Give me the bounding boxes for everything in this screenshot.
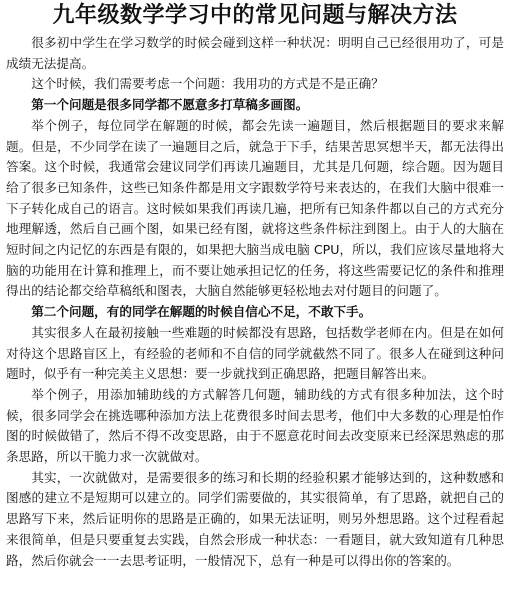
heading-problem-two: 第二个问题，有的同学在解题的时候自信心不足，不敢下手。 — [31, 304, 372, 320]
paragraph-conclusion: 其实，一次就做对，是需要很多的练习和长期的经验积累才能够达到的，这种数感和图感的建立不是短期可以建立的。同学们需要做的，其实很简单，有了思路，就把自己的思路写下来，然后证明你的思路是正确的，如果无法证明，则另外想思路。这个过程看起来很简单，但是只要重复去实践，自然会形成一种状态：一看题目，就大致知道有几种思路，然后你就会一一去思考证明，一般情况下，总有一种是可以得出你的答案的。 — [6, 469, 504, 568]
heading-problem-one: 第一个问题是很多同学都不愿意多打草稿多画图。 — [31, 97, 309, 113]
paragraph-question: 这个时候，我们需要考虑一个问题：我用功的方式是不是正确？ — [31, 76, 384, 92]
paragraph-intro: 很多初中学生在学习数学的时候会碰到这样一种状况：明明自己已经很用功了，可是成绩无法提高。 — [6, 35, 504, 71]
paragraph-explanation: 其实很多人在最初接触一些难题的时候都没有思路，包括数学老师在内。但是在如何对待这个思路盲区上，有经验的老师和不自信的同学就截然不同了。很多人在碰到这种问题时，似乎有一种完美主义思想：要一步就找到正确思路，把题目解答出来。 — [6, 324, 504, 382]
document-body — [6, 33, 504, 571]
paragraph-example-two: 举个例子，用添加辅助线的方式解答几何题，辅助线的方式有很多种加法，这个时候，很多同学会在挑选哪种添加方法上花费很多时间去思考，他们中大多数的心理是怕作图的时候做错了，然后不得不改变思路，由于不愿意花时间去改变原来已经深思熟虑的那条思路，所以干脆力求一次就做对。 — [6, 386, 504, 465]
document-title: 九年级数学学习中的常见问题与解决方法 — [52, 3, 458, 28]
paragraph-example-one: 举个例子，每位同学在解题的时候，都会先读一遍题目，然后根据题目的要求来解题。但是，不少同学在读了一遍题目之后，就急于下手，结果苦思冥想半天，都无法得出答案。这个时候，我通常会建议同学们再读几遍题目，尤其是几何题，综合题。因为题目给了很多已知条件，这些已知条件都是用文字跟数学符号来表达的，在我们大脑中很难一下子转化成自己的语言。这时候如果我们再读几遍，把所有已知条件都以自己的方式充分地理解透，然后自己画个图，如果已经有图，就将这些条件标注到图上。由于人的大脑在短时间之内记忆的东西是有限的，如果把大脑当成电脑 CPU，所以，我们应该尽量地将大脑的功能用在计算和推理上，而不要让她承担记忆的任务，将这些需要记忆的条件和推理得出的结论都交给草稿纸和图表，大脑自然能够更轻松地去对付题目的问题了。 — [6, 117, 504, 299]
